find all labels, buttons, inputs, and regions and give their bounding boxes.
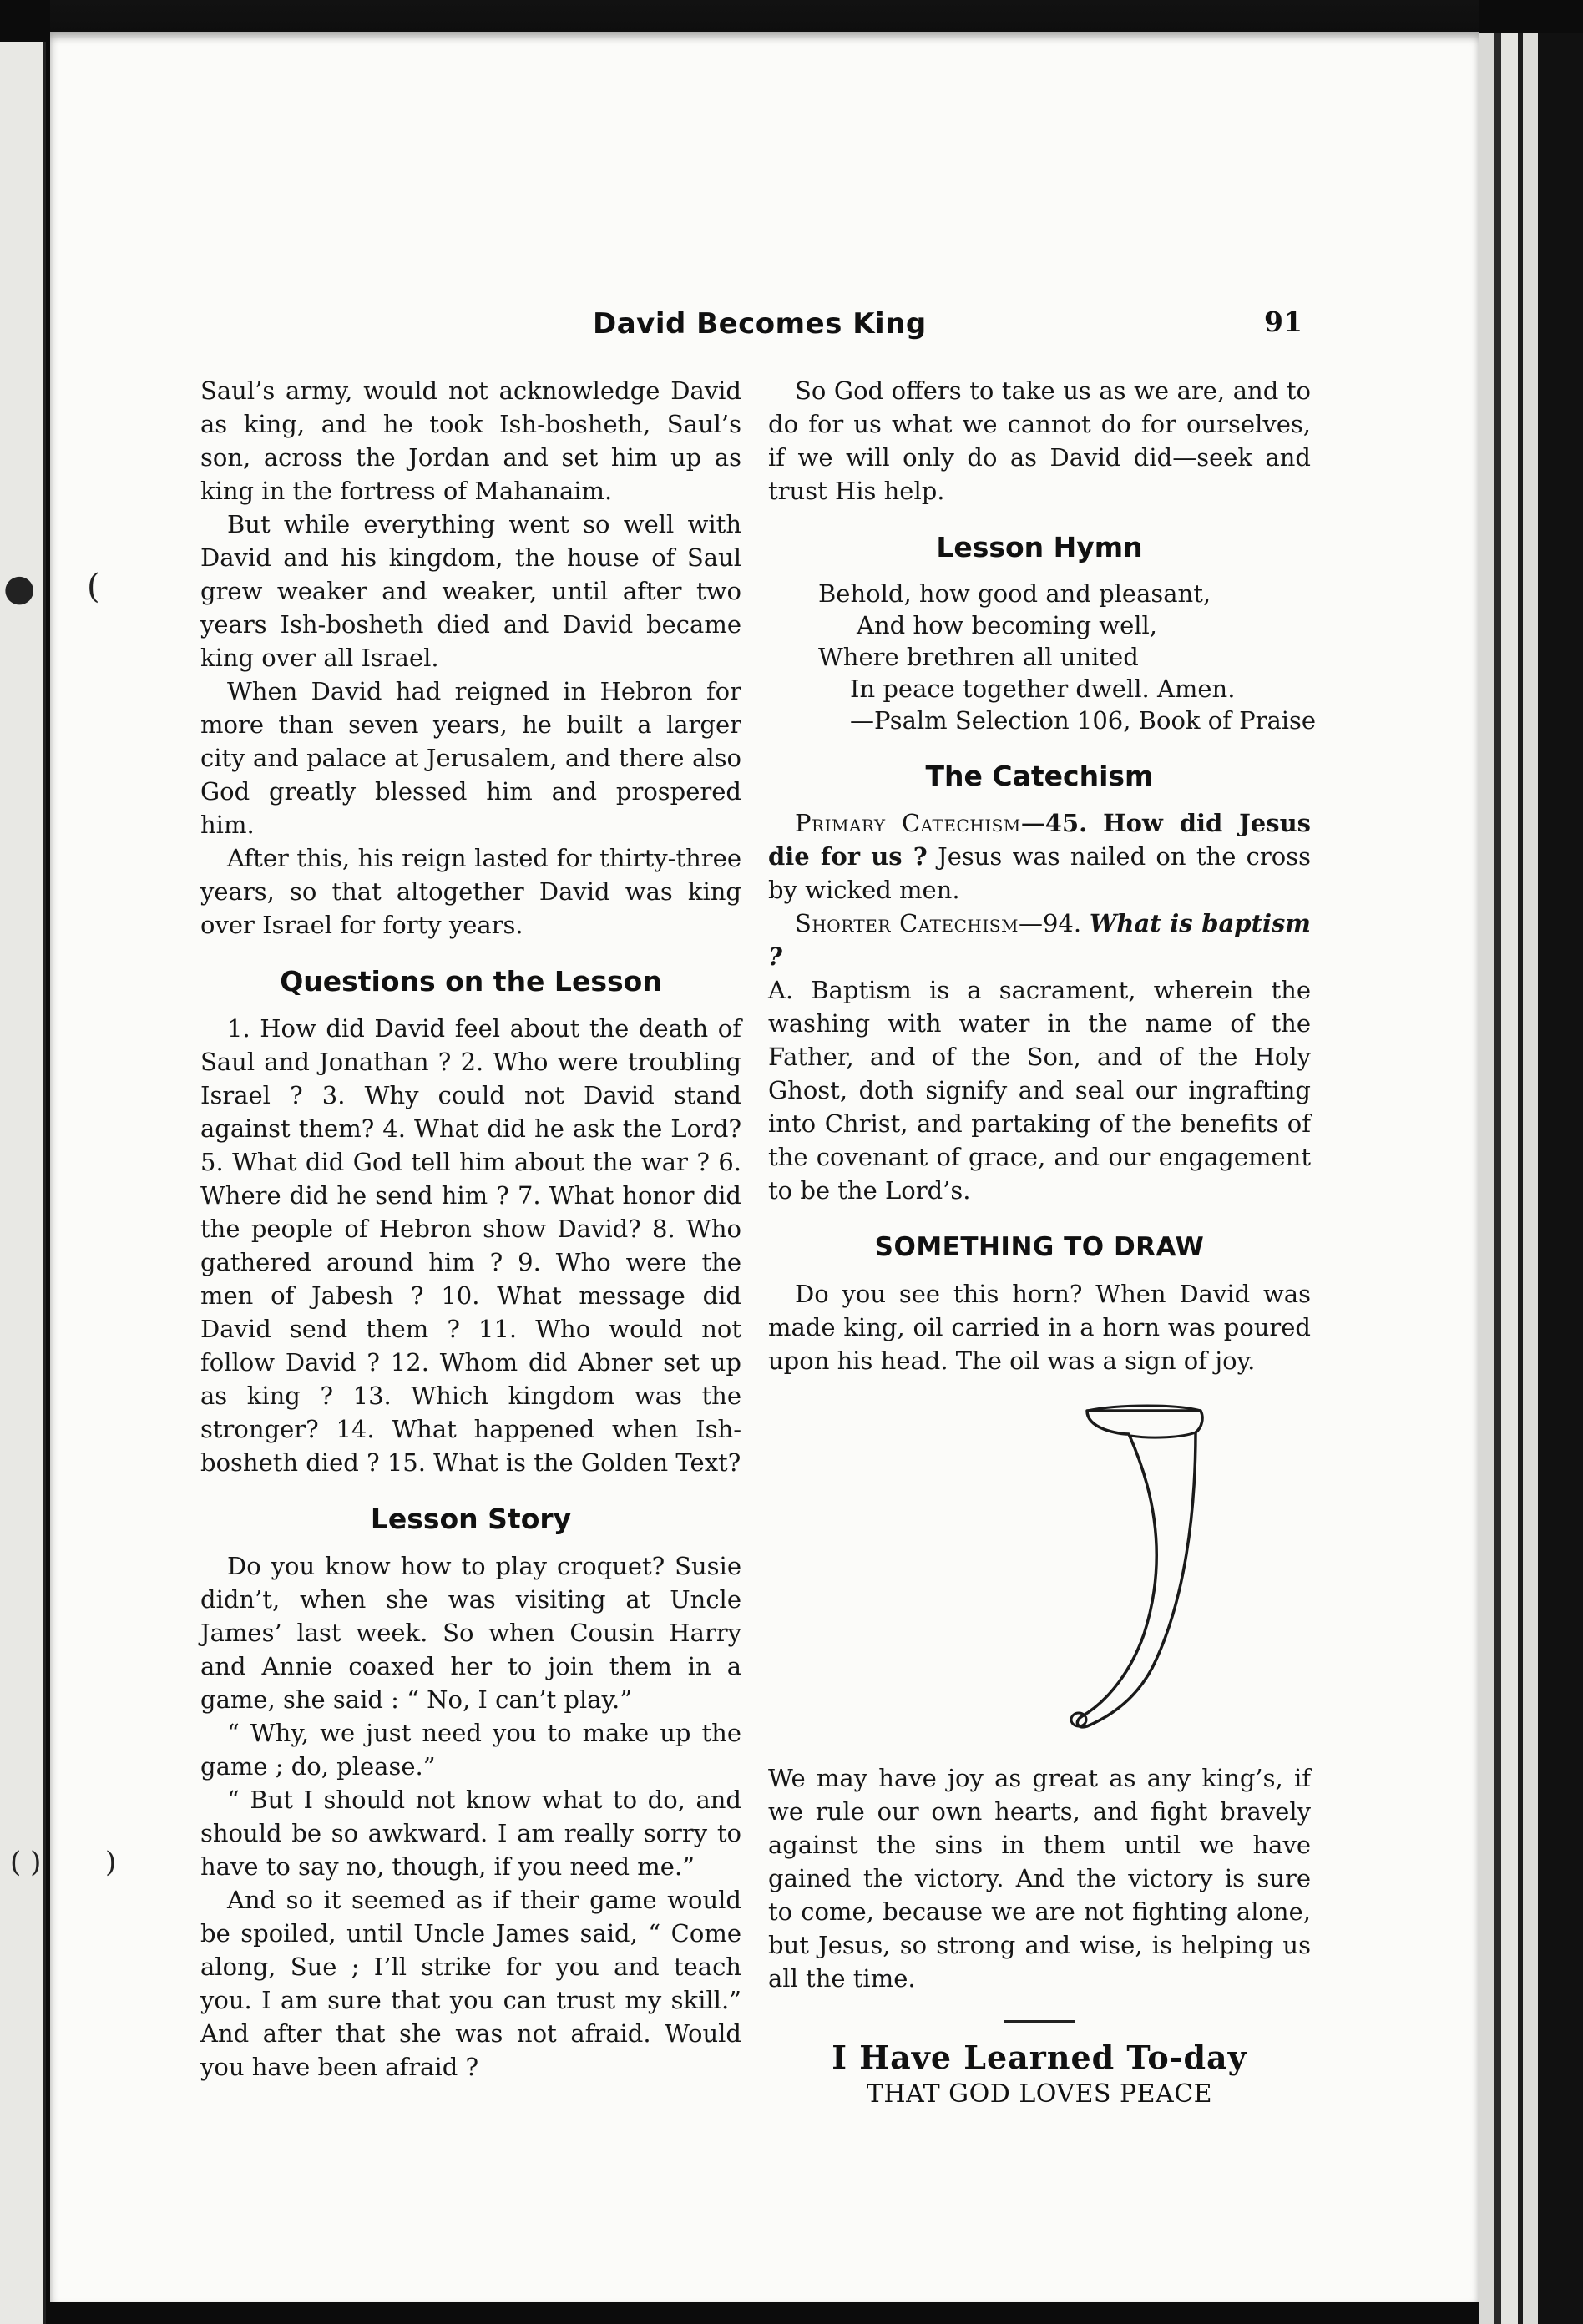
hymn-line: Where brethren all united: [818, 643, 1139, 671]
paragraph: Do you see this horn? When David was made king, oil carried in a horn was poured upon his head. The oil was a sign of joy.: [768, 1280, 1311, 1375]
page-title: David Becomes King: [593, 307, 927, 341]
right-column: [768, 374, 1317, 2111]
facing-page-edge: [0, 42, 46, 2324]
primary-catechism-label: Primary Catechism: [795, 809, 1021, 837]
questions-heading: Questions on the Lesson: [280, 965, 662, 998]
draw-heading: SOMETHING TO DRAW: [874, 1232, 1205, 1262]
shorter-catechism-answer: A. Baptism is a sacrament, wherein the washing with water in the name of the Father, and of the Son, and of the Holy Ghost, doth signify and seal our ingrafting into Christ, and partaking of the benefits of the covenant of grace, and our engagement to be the Lord’s.: [768, 976, 1311, 1205]
shorter-catechism-number: —94.: [1018, 909, 1082, 937]
paragraph: When David had reigned in Hebron for more than seven years, he built a larger city and palace at Jerusalem, and there also God greatly blessed him and prospered him.: [200, 677, 741, 839]
primary-catechism-answer: Jesus was nailed on the cross by wicked men.: [768, 842, 1311, 904]
shorter-catechism: [768, 907, 1311, 973]
book-edge: [1479, 33, 1583, 2324]
paragraph: Do you know how to play croquet? Susie didn’t, when she was visiting at Uncle James’ last week. So when Cousin Harry and Annie coaxed her to join them in a game, she said : “ No, I can’t play.”: [200, 1552, 741, 1714]
horn-band: [1130, 1432, 1196, 1437]
margin-paren-mark: (: [87, 568, 100, 606]
questions-text: 1. How did David feel about the death of Saul and Jonathan ? 2. Who were troubling Israel ? 3. Why could not David stand against them? 4. What did he ask the Lord? 5. What did God tell him about the war ? 6. Where did he send him ? 7. What honor did the people of Hebron show David? 8. Who gathered around him ? 9. Who were the men of Jabesh ? 10. What message did David send them ? 11. Who would not follow David ? 12. Whom did Abner set up as king ? 13. Which kingdom was the stronger? 14. What happened when Ish-bosheth died ? 15. What is the Golden Text?: [200, 1014, 741, 1477]
closing-paragraph: We may have joy as great as any king’s, if we rule our own hearts, and fight bravely against the sins in them until we have gained the victory. And the victory is sure to come, because we are not fighting alone, but Jesus, so strong and wise, is helping us all the time.: [768, 1764, 1311, 1993]
paragraph: After this, his reign lasted for thirty-three years, so that altogether David was king over Israel for forty years.: [200, 844, 741, 939]
primary-catechism: [768, 806, 1311, 907]
margin-blot-mark: ●: [3, 567, 36, 609]
running-head: [50, 307, 1479, 357]
hymn: [768, 578, 1317, 736]
margin-paren-mark: ( ): [10, 1846, 42, 1879]
catechism-heading: The Catechism: [925, 760, 1154, 792]
learned-title: I Have Learned To-day: [832, 2039, 1247, 2076]
primary-catechism-number: —45.: [1020, 809, 1088, 837]
paragraph: But while everything went so well with David and his kingdom, the house of Saul grew weaker and weaker, until after two years Ish-bosheth died and David became king over all Israel.: [200, 510, 741, 672]
hymn-attribution: —Psalm Selection 106, Book of Praise: [850, 706, 1317, 735]
horn-drawing: [1060, 1384, 1227, 1751]
gutter-line: [43, 42, 46, 2324]
hymn-line: In peace together dwell. Amen.: [850, 674, 1236, 703]
shorter-catechism-label: Shorter Catechism: [795, 909, 1019, 937]
divider-rule: [1004, 2020, 1075, 2023]
hymn-heading: Lesson Hymn: [936, 531, 1143, 563]
hymn-line: Behold, how good and pleasant,: [818, 579, 1211, 608]
paragraph: So God offers to take us as we are, and to do for us what we cannot do for ourselves, if we will only do as David did—seek and trust His help.: [768, 376, 1311, 505]
horn-outline: [1077, 1411, 1202, 1727]
paragraph: “ But I should not know what to do, and should be so awkward. I am really sorry to have to say no, though, if you need me.”: [200, 1786, 741, 1881]
paragraph: “ Why, we just need you to make up the game ; do, please.”: [200, 1719, 741, 1781]
hymn-line: And how becoming well,: [857, 611, 1157, 639]
learned-subtitle: THAT GOD LOVES PEACE: [866, 2079, 1213, 2109]
story-heading: Lesson Story: [370, 1503, 572, 1535]
paragraph: Saul’s army, would not acknowledge David as king, and he took Ish-bosheth, Saul’s son, across the Jordan and set him up as king in the fortress of Mahanaim.: [200, 376, 741, 505]
page-number: 91: [1264, 306, 1302, 338]
page: [3, 32, 1479, 2302]
horn-illustration: [768, 1384, 1311, 1751]
paragraph: And so it seemed as if their game would be spoiled, until Uncle James said, “ Come along, Sue ; I’ll strike for you and teach you. I am sure that you can trust my skill.” And after that she was not afraid. Would you have been afraid ?: [200, 1886, 741, 2081]
left-column: [200, 374, 741, 2084]
primary-catechism-question: How did Jesus die for us ?: [768, 809, 1311, 871]
margin-paren-mark: ): [105, 1846, 117, 1879]
shorter-catechism-question: What is baptism ?: [768, 909, 1311, 971]
